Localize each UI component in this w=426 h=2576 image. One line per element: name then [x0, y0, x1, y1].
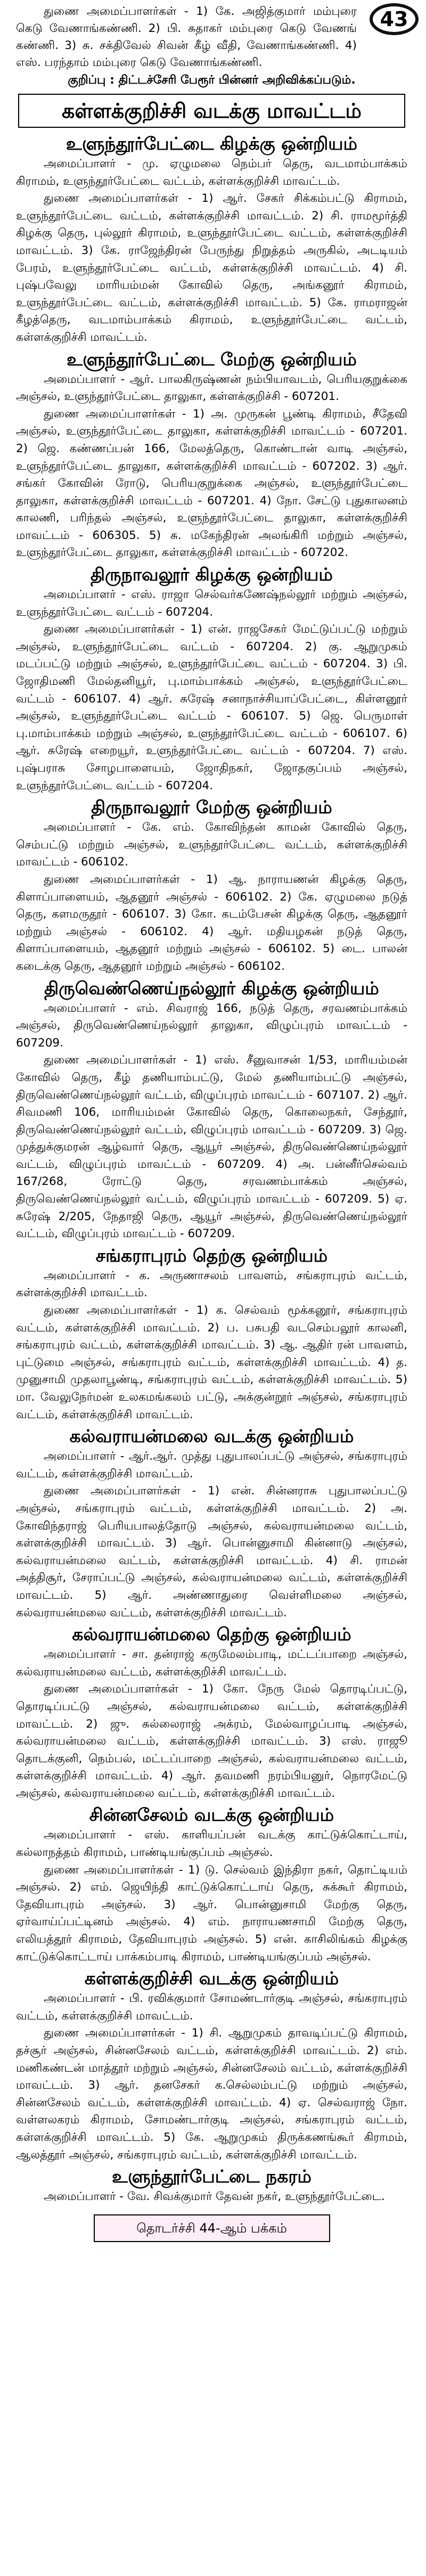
organizer-paragraph: அமைப்பாளர் - வே. சிவக்குமார் தேவன் நகர், உளுந்தூர்பேட்டை.	[44, 2190, 385, 2204]
deputy-organizers-paragraph: துணை அமைப்பாளர்கள் - 1) கோ. நேரு மேல் தொரடிப்பட்டு, தொரடிப்பட்டு அஞ்சல், கல்வராயன்மலை வட்டம், கள்ளக்குறிச்சி மாவட்டம். 2) ஜு. சுல்லைராஜ் அக்ரம், மேல்வாழப்பாடி அஞ்சல், கல்வராயன்மலை வட்டம், கள்ளக்குறிச்சி மாவட்டம். 3) எஸ். ராஜூ தொடக்குனி, நெம்பல், மட்டப்பாறை அஞ்சல், கல்வராயன்மலை வட்டம், கள்ளக்குறிச்சி மாவட்டம். 4) ஆர். தவமணி நரம்பியனுர், நொரமேட்டு அஞ்சல், கல்வராயன்மலை வட்டம், கள்ளக்குறிச்சி மாவட்டம்.	[16, 1682, 407, 1800]
union-heading: திருநாவலூர் கிழக்கு ஒன்றியம்	[91, 564, 333, 585]
union-heading: உளுந்தூர்பேட்டை கிழக்கு ஒன்றியம்	[65, 133, 358, 154]
deputy-organizers-paragraph: துணை அமைப்பாளர்கள் - 1) என். சின்னராசு புதுபாலப்பட்டு அஞ்சல், சங்கராபுரம் வட்டம், கள்ளக்குறிச்சி மாவட்டம். 2) அ. கோவிந்தராஜ் பெரியபாலத்தோடு அஞ்சல், கல்வராயன்மலை வட்டம், கள்ளக்குறிச்சி மாவட்டம். 3) ஆர். பொன்னுசாமி கின்னாடு அஞ்சல், கல்வராயன்மலை வட்டம், கள்ளக்குறிச்சி மாவட்டம். 4) சி. ராமன் அத்திசூர், சேராப்பட்டு அஞ்சல், கல்வராயன்மலை வட்டம், கள்ளக்குறிச்சி மாவட்டம். 5) ஆர். அண்ணாதுரை வெள்ளிமலை அஞ்சல், கல்வராயன்மலை வட்டம், கள்ளக்குறிச்சி மாவட்டம்.	[16, 1484, 407, 1620]
union-heading: உளுந்தூர்பேட்டை மேற்கு ஒன்றியம்	[67, 348, 357, 370]
union-heading: கள்ளக்குறிச்சி வடக்கு ஒன்றியம்	[84, 1968, 339, 1989]
intro-note: குறிப்பு : திட்டச்சேரி பேரூர் பின்னர் அறிவிக்கப்படும்.	[68, 73, 356, 87]
union-sections	[16, 132, 407, 2206]
page-number: 43	[380, 7, 408, 31]
union-heading: திருவெண்ணெய்நல்லூர் கிழக்கு ஒன்றியம்	[44, 977, 379, 999]
deputy-organizers-paragraph: துணை அமைப்பாளர்கள் - 1) ஆ. நாராயணன் கிழக்கு தெரு, கிளாப்பாளையம், ஆதனூர் அஞ்சல் - 606102. 2) கே. ஏழுமலை நடுத் தெரு, களமருதூர் - 606107. 3) கோ. கடம்பேசன் கிழக்கு தெரு, ஆதனூர் மற்றும் அஞ்சல் - 606102. 4) ஆர். மதியழகன் நடுத் தெரு, கிளாப்பாளையம், ஆதனூர் மற்றும் அஞ்சல் - 606102. 5) டை. பாலன் கடைக்கு தெரு, ஆதனூர் மற்றும் அஞ்சல் - 606102.	[16, 872, 407, 973]
deputy-organizers-paragraph: துணை அமைப்பாளர்கள் - 1) சி. ஆறுமுகம் தாவடிப்பட்டு கிராமம், தச்சூர் அஞ்சல், சின்னசேலம் வட்டம், கள்ளக்குறிச்சி மாவட்டம். 2) எம். மணிகண்டன் மாத்தூர் மற்றும் அஞ்சல், சின்னசேலம் வட்டம், கள்ளக்குறிச்சி மாவட்டம். 3) ஆர். தனசேகர் க.செல்லம்பட்டு மற்றும் அஞ்சல், சின்னசேலம் வட்டம், கள்ளக்குறிச்சி மாவட்டம். 4) ஏ. செல்வராஜ் நோ. வள்ளலகரம் கிராமம், சோமண்டார்குடி அஞ்சல், சங்கராபுரம் வட்டம், கள்ளக்குறிச்சி மாவட்டம். 5) கே. ஆறுமுகம் திருக்கணங்கூர் கிராமம், ஆலத்தூர் அஞ்சல், சங்கராபுரம் வட்டம், கள்ளக்குறிச்சி மாவட்டம்.	[16, 2026, 407, 2162]
deputy-organizers-paragraph: துணை அமைப்பாளர்கள் - 1) அ. முருகன் பூண்டி கிராமம், சீதேவி அஞ்சல், உளுந்தூர்பேட்டை தாலுகா, கள்ளக்குறிச்சி மாவட்டம் - 607201. 2) ஜெ. கண்ணப்பன் 166, மேலத்தெரு, கொண்டான் வாடி அஞ்சல், உளுந்தூர்பேட்டை தாலுகா, கள்ளக்குறிச்சி மாவட்டம் - 607202. 3) ஆர். சங்கர் கோவின் ரோடு, பெரியகுறுக்கை அஞ்சல், உளுந்தூர்பேட்டை தாலுகா, கள்ளக்குறிச்சி மாவட்டம் - 607201. 4) நோ. சேட்டு புதுகாலனம் காலணி, பரிந்தல் அஞ்சல், உளுந்தூர்பேட்டை தாலுகா, கள்ளக்குறிச்சி மாவட்டம் - 606305. 5) சு. மகேந்திரன் அலங்கிரி மற்றும் அஞ்சல், உளுந்தூர்பேட்டை தாலுகா, கள்ளக்குறிச்சி மாவட்டம் - 607202.	[16, 407, 407, 560]
union-heading: கல்வராயன்மலை வடக்கு ஒன்றியம்	[69, 1426, 354, 1447]
organizer-paragraph: அமைப்பாளர் - க. அருணாசலம் பாவளம், சங்கராபுரம் வட்டம், கள்ளக்குறிச்சி மாவட்டம்.	[16, 1269, 407, 1300]
district-banner: கள்ளக்குறிச்சி வடக்கு மாவட்டம்	[18, 94, 405, 128]
deputy-organizers-paragraph: துணை அமைப்பாளர்கள் - 1) எஸ். சீனுவாசன் 1/53, மாரியம்மன் கோவில் தெரு, கீழ் தணியாம்பட்டு, மேல் தணியாம்பட்டு அஞ்சல், திருவெண்ணெய்நல்லூர் வட்டம், விழுப்புரம் மாவட்டம் - 607107. 2) ஆர். சிவமணி 106, மாரியம்மன் கோவில் தெரு, கொலைநகர், சேந்தூர், திருவெண்ணெய்நல்லூர் வட்டம், விழுப்புரம் மாவட்டம் - 607209. 3) ஜெ. முத்துக்குமரன் ஆழ்வார் தெரு, ஆயூர் அஞ்சல், திருவெண்ணெய்நல்லூர் வட்டம், விழுப்புரம் மாவட்டம் - 607209. 4) அ. பன்னீர்செல்வம் 167/268, ரோட்டு தெரு, சரவணம்பாக்கம் அஞ்சல், திருவெண்ணெய்நல்லூர் வட்டம், விழுப்புரம் மாவட்டம் - 607209. 5) ஏ. சுரேஷ் 2/205, நேதாஜி தெரு, ஆயூர் அஞ்சல், திருவெண்ணெய்நல்லூர் வட்டம், விழுப்புரம் மாவட்டம் - 607209.	[16, 1053, 407, 1241]
deputy-organizers-paragraph: துணை அமைப்பாளர்கள் - 1) என். ராஜசேகர் மேட்டுப்பட்டு மற்றும் அஞ்சல், உளுந்தூர்பேட்டை வட்டம் - 607204. 2) கு. ஆறுமுகம் மடப்பட்டு மற்றும் அஞ்சல், உளுந்தூர்பேட்டை வட்டம் - 607204. 3) பி. ஜோதிமணி மேல்தனியூர், பு.மாம்பாக்கம் அஞ்சல், உளுந்தூர்பேட்டை வட்டம் - 606107. 4) ஆர். சுரேஷ் சனாநாச்சியாப்பேட்டை, கிள்ளனூர் அஞ்சல், உளுந்தூர்பேட்டை வட்டம் - 606107. 5) ஜெ. பெருமாள் பு.மாம்பாக்கம் மற்றும் அஞ்சல், உளுந்தூர்பேட்டை வட்டம் - 606107. 6) ஆர். சுரேஷ் எறையூர், உளுந்தூர்பேட்டை வட்டம் - 607204. 7) எஸ். புஷ்பராசு சோழபாளையம், ஜோதிநகர், ஜோதகுப்பம் அஞ்சல், உளுந்தூர்பேட்டை வட்டம் - 607204.	[16, 623, 407, 792]
union-heading: சங்கராபுரம் தெற்கு ஒன்றியம்	[95, 1245, 328, 1266]
organizer-paragraph: அமைப்பாளர் - மு. ஏழுமலை நெம்பர் தெரு, வடமாம்பாக்கம் கிராமம், உளுந்தூர்பேட்டை வட்டம், கள்ளக்குறிச்சி மாவட்டம்.	[16, 157, 407, 188]
organizer-paragraph: அமைப்பாளர் - சா. தன்ராஜ் கருமேலம்பாடி, மட்டப்பாறை அஞ்சல், கல்வராயன்மலை வட்டம், கள்ளக்குறிச்சி மாவட்டம்.	[16, 1648, 407, 1679]
deputy-organizers-paragraph: துணை அமைப்பாளர்கள் - 1) டு. செல்வம் இந்திரா நகர், தொட்டியம் அஞ்சல். 2) எம். ஜெயிந்தி காட்டுக்கொட்டாய் தெரு, சுக்கூர் கிராமம், தேவியாபுரம் அஞ்சல். 3) ஆர். பொன்னுசாமி மேற்கு தெரு, ஏர்வாய்ப்பட்டினம் அஞ்சல். 4) எம். நாராயணசாமி மேற்கு தெரு, எலியத்தூர் கிராமம், தேவியாபுரம் அஞ்சல். 5) என். காசிலிங்கம் கிழக்கு காட்டுக்கொட்டாய் பாக்கம்பாடி கிராமம், பாண்டியங்குப்பம் அஞ்சல்.	[16, 1863, 407, 1964]
page-content	[16, 0, 407, 2242]
union-heading: சின்னசேலம் வடக்கு ஒன்றியம்	[89, 1804, 334, 1826]
organizer-paragraph: அமைப்பாளர் - எஸ். காளியப்பன் வடக்கு காட்டுக்கொட்டாய், கல்லாநத்தம் கிராமம், பாண்டியங்குப்பம் அஞ்சல்.	[16, 1828, 407, 1860]
intro-paragraph: துணை அமைப்பாளர்கள் - 1) கே. அஜித்குமார் மம்புரை கெடு வேணாங்கண்ணி. 2) பி. சுதாகர் மம்புரை கெடு வேணங் கண்ணி. 3) சு. சக்திவேல் சிவன் கீழ் வீதி, வேணாங்கண்ணி. 4) எஸ். பரந்தாம் மம்புரை கெடு வேணாங்கண்ணி.	[16, 5, 357, 69]
organizer-paragraph: அமைப்பாளர் - ஆர்.ஆர். முத்து புதுபாலப்பட்டு அஞ்சல், சங்கராபுரம் வட்டம், கள்ளக்குறிச்சி மாவட்டம்.	[16, 1450, 407, 1481]
continuation-box: தொடர்ச்சி 44-ஆம் பக்கம்	[94, 2214, 330, 2242]
deputy-organizers-paragraph: துணை அமைப்பாளர்கள் - 1) ஆர். சேகர் சிக்கம்பட்டு கிராமம், உளுந்தூர்பேட்டை வட்டம், கள்ளக்குறிச்சி மாவட்டம். 2) சி. ராமமூர்த்தி கிழக்கு தெரு, புல்லூர் கிராமம், உளுந்தூர்பேட்டை வட்டம், கள்ளக்குறிச்சி மாவட்டம். 3) கே. ராஜேந்திரன் பேருந்து நிறுத்தம் அருகில், அடடியம் பேரம், உளுந்தூர்பேட்டை வட்டம், கள்ளக்குறிச்சி மாவட்டம். 4) சி. புஷ்பவேலு மாரியம்மன் கோவில் தெரு, அங்கனூர் கிராமம், உளுந்தூர்பேட்டை வட்டம், கள்ளக்குறிச்சி மாவட்டம். 5) கே. ராமராஜன் கீழத்தெரு, வடமாம்பாக்கம் கிராமம், உளுந்தூர்பேட்டை வட்டம், கள்ளக்குறிச்சி மாவட்டம்.	[16, 192, 407, 344]
organizer-paragraph: அமைப்பாளர் - கே. எம். கோவிந்தன் காமன் கோவில் தெரு, செம்பட்டு மற்றும் அஞ்சல், உளுந்தூர்பேட்டை வட்டம், கள்ளக்குறிச்சி மாவட்டம் - 606102.	[16, 821, 407, 869]
union-heading: திருநாவலூர் மேற்கு ஒன்றியம்	[91, 797, 332, 818]
union-heading: கல்வராயன்மலை தெற்கு ஒன்றியம்	[72, 1624, 351, 1645]
organizer-paragraph: அமைப்பாளர் - எம். சிவராஜ் 166, நடுத் தெரு, சரவணம்பாக்கம் அஞ்சல், திருவெண்ணெய்நல்லூர் தாலுகா, விழுப்புரம் மாவட்டம் - 607209.	[16, 1001, 407, 1050]
deputy-organizers-paragraph: துணை அமைப்பாளர்கள் - 1) க. செல்வம் மூக்கனூர், சங்கராபுரம் வட்டம், கள்ளக்குறிச்சி மாவட்டம். 2) ப. பசுபதி வடசெம்பலூர் காலனி, சங்கராபுரம் வட்டம், கள்ளக்குறிச்சி மாவட்டம். 3) ஆ. ஆதிர் ரன் பாவளம், புட்டுமை அஞ்சல், சங்கராபுரம் வட்டம், கள்ளக்குறிச்சி மாவட்டம். 4) த. முனுசாமி முதலாபூண்டி, சங்கராபுரம் வட்டம், கள்ளக்குறிச்சி மாவட்டம். 5) மா. வேலுநேர்மன் உலகமங்கலம் பட்டு, அக்குன்றூர் அஞ்சல், சங்கராபுரம் வட்டம், கள்ளக்குறிச்சி மாவட்டம்.	[16, 1304, 407, 1421]
union-heading: உளுந்தூர்பேட்டை நகரம்	[112, 2166, 312, 2187]
organizer-paragraph: அமைப்பாளர் - ஆர். பாலகிருஷ்ணன் நம்பியாவடம், பெரியகுறுக்கை அஞ்சல், உளுந்தூர்பேட்டை தாலுகா, கள்ளக்குறிச்சி - 607201.	[16, 372, 407, 404]
organizer-paragraph: அமைப்பாளர் - எஸ். ராஜா செல்வர்கணேஷ்நல்லூர் மற்றும் அஞ்சல், உளுந்தூர்பேட்டை வட்டம் - 607204.	[16, 588, 407, 619]
organizer-paragraph: அமைப்பாளர் - பி. ரவிக்குமார் சோமண்டார்குடி அஞ்சல், சங்கராபுரம் வட்டம், கள்ளக்குறிச்சி மாவட்டம்.	[16, 1992, 407, 2023]
